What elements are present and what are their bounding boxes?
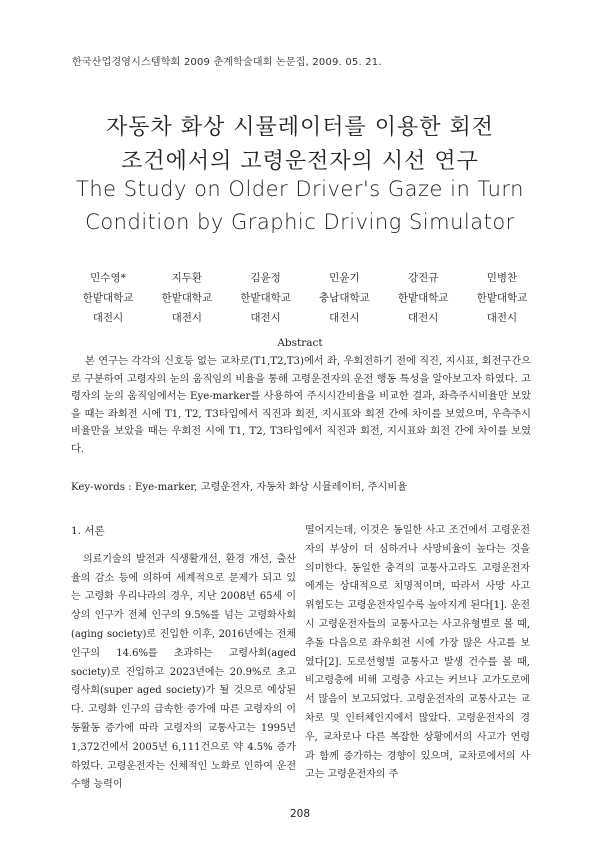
abstract-body [71, 353, 531, 459]
abstract-text: 본 연구는 각각의 신호등 없는 교차로(T1,T2,T3)에서 좌, 우회전하기 전에 직진, 지시표, 회전구간으로 구분하여 고령자의 눈의 움직임의 비율을 통해 고령운전자의 운전 행동 특성을 알아보고자 하였다. 고령자의 눈의 움직임에서는 Eye-marker를 사용하여 주시시간비율을 비교한 결과, 좌측주시비율만 보았을 때는 좌회전 시에 T1, T2, T3타입에서 직진과 회전, 지시표와 회전 간에 차이를 보였으며, 우측주시비율만을 보았을 때는 우회전 시에 T1, T2, T3타입에서 직진과 회전, 지시표와 회전 간에 차이를 보였다. [71, 356, 531, 455]
author-affiliation: 한밭대학교 [82, 292, 134, 304]
author [149, 268, 225, 328]
author-affiliation: 충남대학교 [319, 292, 370, 304]
right-column [305, 522, 530, 785]
author-city: 대전시 [171, 312, 203, 324]
author [385, 268, 461, 328]
author-city: 대전시 [250, 312, 281, 324]
author-name: 지두환 [171, 272, 203, 284]
left-column [71, 522, 296, 795]
journal-header: 한국산업경영시스템학회 2009 춘계학술대회 논문집, 2009. 05. 21. [72, 57, 382, 68]
author [228, 268, 304, 328]
page-number: 208 [289, 808, 311, 820]
keywords: Key-words : Eye-marker, 고령운전자, 자동차 화상 시뮬레이터, 주시비율 [71, 482, 408, 493]
author-name: 민윤기 [329, 272, 360, 284]
author-city: 대전시 [92, 312, 124, 324]
section-heading: 1. 서론 [71, 525, 105, 537]
author-name: 민병찬 [486, 272, 518, 284]
title-korean-line1: 자동차 화상 시뮬레이터를 이용한 회전 [105, 115, 494, 140]
author-name: 강진규 [407, 272, 439, 284]
author-list [70, 268, 540, 328]
author [70, 268, 146, 328]
body-paragraph: 떨어지는데, 이것은 동일한 사고 조건에서 고령운전자의 부상이 더 심하거나 사망비율이 높다는 것을 의미한다. 동일한 충격의 교통사고라도 고령운전자에게는 상대적으로 치명적이며, 따라서 사망 사고 위험도는 고령운전자일수록 높아지게 된다[1]. 운전 시 고령운전자들의 교통사고는 사고유형별로 볼 때, 추돌 다음으로 좌우회전 시에 가장 많은 사고를 보였다[2]. 도로선형별 교통사고 발생 건수를 볼 때, 비고령층에 비해 고령층 사고는 커브나 고가도로에서 많음이 보고되었다. 고령운전자의 교통사고는 교차로 및 인터체인지에서 많았다. 고령운전자의 경우, 교차로나 다른 복잡한 상황에서의 사고가 연령과 함께 증가하는 경향이 있으며, 교차로에서의 사고는 고령운전자의 주 [305, 525, 530, 781]
author-city: 대전시 [486, 312, 518, 324]
title-english-line2: Condition by Graphic Driving Simulator [85, 210, 515, 234]
abstract-heading: Abstract [277, 337, 323, 349]
author-city: 대전시 [407, 312, 439, 324]
title-korean-line2: 조건에서의 고령운전자의 시선 연구 [121, 149, 479, 174]
author [306, 268, 382, 328]
author-affiliation: 한밭대학교 [240, 292, 291, 304]
title-english-line1: The Study on Older Driver's Gaze in Turn [76, 177, 524, 201]
author-city: 대전시 [329, 312, 360, 324]
author-affiliation: 한밭대학교 [476, 292, 528, 304]
author-name: 김윤정 [250, 272, 281, 284]
body-paragraph: 의료기술의 발전과 식생활개선, 환경 개선, 출산율의 감소 등에 의하여 세계적으로 문제가 되고 있는 고령화 우리나라의 경우, 지난 2008년 65세 이상의 인구가 전체 인구의 9.5%를 넘는 고령화사회(aging society)로 진입한 이후, 2016년에는 전체인구의 14.6%를 초과하는 고령사회(aged society)로 진입하고 2023년에는 20.9%로 초고령사회(super aged society)가 될 것으로 예상된다. 고령화 인구의 급속한 증가에 따른 고령자의 이동활동 증가에 따라 고령자의 교통사고는 1995년 1,372건에서 2005년 6,111건으로 약 4.5% 증가하였다. 고령운전자는 신체적인 노화로 인하여 운전수행 능력이 [71, 553, 296, 791]
author-affiliation: 한밭대학교 [397, 292, 449, 304]
author-name: 민수영* [90, 272, 126, 284]
author [464, 268, 540, 328]
author-affiliation: 한밭대학교 [161, 292, 213, 304]
